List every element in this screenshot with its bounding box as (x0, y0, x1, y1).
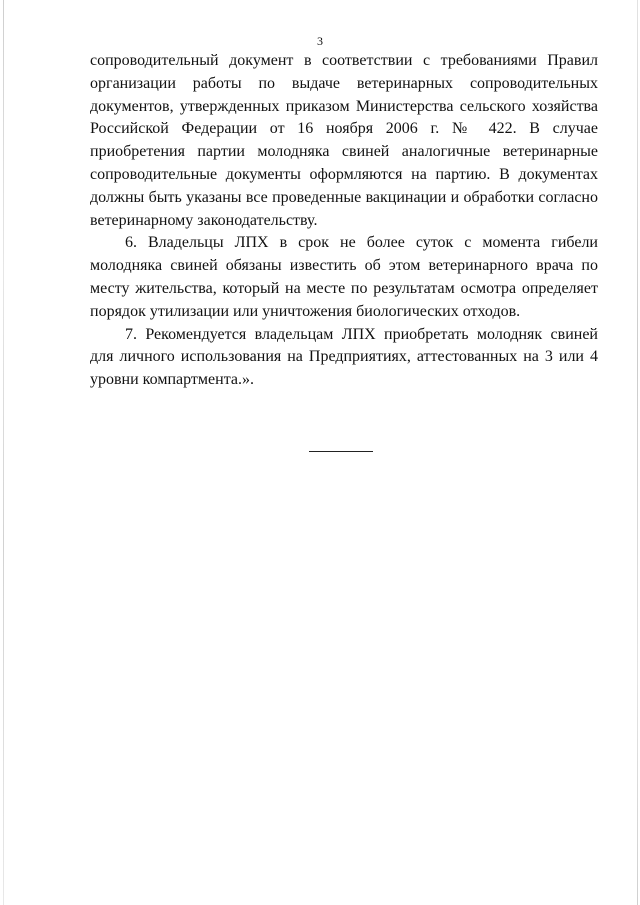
document-body (90, 50, 598, 392)
paragraph-item-7: 7. Рекомендуется владельцам ЛПХ приобретать молодняк свиней для личного использования на Предприятиях, аттестованных на 3 или 4 уровни компартмента.». (90, 325, 598, 389)
scan-edge-right (637, 0, 638, 905)
paragraph-item-6: 6. Владельцы ЛПХ в срок не более суток с момента гибели молодняка свиней обязаны известить об этом ветеринарного врача по месту жительства, который на месте по результатам осмотра определяет порядок утилизации или уничтожения биологических отходов. (90, 234, 598, 320)
closing-rule (309, 451, 373, 452)
paragraph-continuation: сопроводительный документ в соответствии с требованиями Правил организации работы по выдаче ветеринарных сопроводительных документов, утвержденных приказом Министерства сельского хозяйства Российской Федерации от 16 ноября 2006 г. № 422. В случае приобретения партии молодняка свиней аналогичные ветеринарные сопроводительные документы оформляются на партию. В документах должны быть указаны все проведенные вакцинации и обработки согласно ветеринарному законодательству. (90, 52, 598, 229)
scan-edge-left (3, 0, 4, 905)
page-number: 3 (317, 34, 323, 48)
